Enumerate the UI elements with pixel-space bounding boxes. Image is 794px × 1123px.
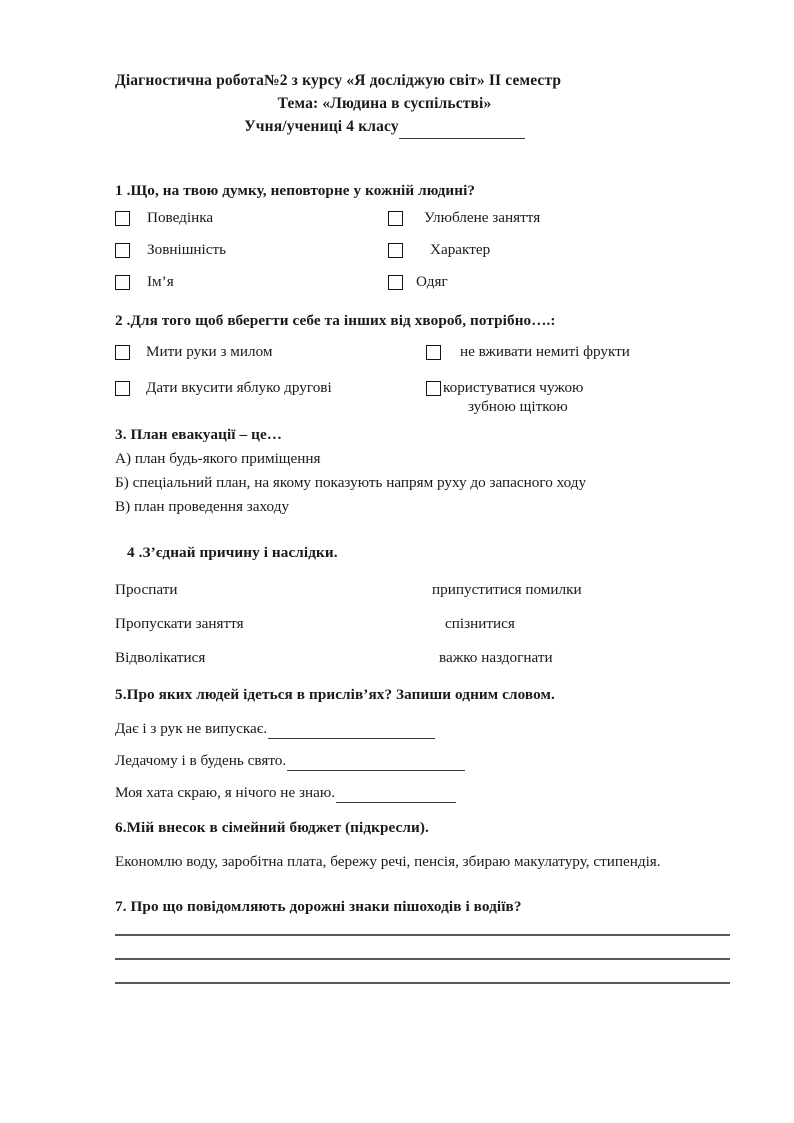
answer-line[interactable]: [115, 958, 730, 960]
effect-item[interactable]: припуститися помилки: [432, 581, 582, 598]
document-title-line-2: Тема: «Людина в суспільстві»: [277, 94, 492, 112]
question-3-option-b[interactable]: Б) спеціальний план, на якому показують напрям руху до запасного ходу: [115, 473, 587, 491]
proverb-answer-blank[interactable]: [336, 783, 456, 803]
checkbox-icon[interactable]: [115, 211, 130, 226]
question-2-option-row-1: [115, 342, 730, 378]
question-5-item-2: [115, 751, 730, 771]
student-name-line: [115, 116, 730, 140]
option-label: Поведінка: [147, 209, 214, 227]
question-1-option-hobby[interactable]: [388, 208, 540, 227]
question-1-option-row-1: [115, 208, 730, 240]
question-4-row-3: [115, 649, 730, 683]
proverb-text: Ледачому і в будень свято.: [115, 751, 287, 769]
question-2-option-row-2: [115, 378, 730, 416]
checkbox-icon[interactable]: [115, 275, 130, 290]
checkbox-icon[interactable]: [115, 381, 130, 396]
effect-item[interactable]: спізнитися: [445, 615, 515, 632]
question-5-item-3: [115, 783, 730, 803]
option-label: Улюблене заняття: [424, 209, 541, 227]
question-7-heading: 7. Про що повідомляють дорожні знаки пішоходів і водіїв?: [115, 897, 522, 915]
question-1-option-row-3: [115, 272, 730, 304]
question-4: [115, 543, 730, 683]
question-6-word-bank[interactable]: Економлю воду, заробітна плата, бережу речі, пенсія, збираю макулатуру, стипендія.: [115, 852, 661, 870]
question-3-option-a[interactable]: А) план будь-якого приміщення: [115, 449, 321, 467]
checkbox-icon[interactable]: [426, 345, 441, 360]
question-1-option-character[interactable]: [388, 240, 490, 259]
question-7: [115, 897, 730, 985]
question-2-option-share-apple[interactable]: [115, 378, 332, 397]
question-1-heading: 1 .Що, на твою думку, неповторне у кожній людині?: [115, 182, 476, 200]
question-4-heading: 4 .З’єднай причину і наслідки.: [127, 544, 338, 562]
answer-line[interactable]: [115, 982, 730, 984]
question-6: [115, 818, 730, 872]
question-2: [115, 311, 730, 416]
student-name-label: Учня/учениці 4 класу: [244, 117, 399, 135]
checkbox-icon[interactable]: [388, 275, 403, 290]
cause-item[interactable]: Пропускати заняття: [115, 615, 244, 632]
question-1-option-appearance[interactable]: [115, 240, 226, 259]
option-label: Характер: [430, 241, 491, 259]
proverb-answer-blank[interactable]: [287, 751, 465, 771]
option-label: Дати вкусити яблуко другові: [146, 378, 332, 396]
checkbox-icon[interactable]: [426, 381, 441, 396]
effect-item[interactable]: важко наздогнати: [439, 649, 553, 666]
student-name-blank[interactable]: [399, 116, 525, 140]
cause-item[interactable]: Відволікатися: [115, 649, 206, 666]
question-2-option-unwashed-fruit[interactable]: [426, 342, 630, 361]
question-2-heading: 2 .Для того щоб вберегти себе та інших від хвороб, потрібно….:: [115, 312, 556, 330]
option-label: Ім’я: [147, 273, 174, 291]
checkbox-icon[interactable]: [115, 345, 130, 360]
option-label: не вживати немиті фрукти: [460, 342, 630, 360]
document-title-line-1: Діагностична робота№2 з курсу «Я досліджую світ» ІІ семестр: [115, 72, 562, 89]
question-5: [115, 685, 730, 803]
question-7-answer-area: [115, 934, 730, 984]
option-label-continuation: зубною щіткою: [468, 397, 568, 415]
answer-line[interactable]: [115, 934, 730, 936]
option-label: користуватися чужою: [443, 378, 584, 396]
question-2-option-shared-toothbrush[interactable]: [426, 378, 583, 416]
checkbox-icon[interactable]: [388, 211, 403, 226]
proverb-text: Моя хата скраю, я нічого не знаю.: [115, 783, 335, 801]
question-1-option-name[interactable]: [115, 272, 174, 291]
question-3: [115, 425, 730, 517]
question-5-item-1: [115, 719, 730, 739]
question-3-heading: 3. План евакуації – це…: [115, 425, 283, 443]
question-6-heading: 6.Мій внесок в сімейний бюджет (підкресли).: [115, 818, 429, 836]
option-label: Зовнішність: [147, 241, 227, 259]
question-1-option-behaviour[interactable]: [115, 208, 213, 227]
option-label: Одяг: [416, 273, 448, 291]
option-label: Мити руки з милом: [146, 342, 273, 360]
document-header: [115, 70, 730, 139]
proverb-text: Дає і з рук не випускає.: [115, 719, 268, 737]
proverb-answer-blank[interactable]: [268, 719, 435, 739]
cause-item[interactable]: Проспати: [115, 581, 178, 598]
question-4-row-2: [115, 615, 730, 649]
option-label-wrap: [443, 378, 583, 416]
question-1-option-row-2: [115, 240, 730, 272]
checkbox-icon[interactable]: [115, 243, 130, 258]
question-4-row-1: [115, 581, 730, 615]
question-5-heading: 5.Про яких людей ідеться в прислів’ях? Запиши одним словом.: [115, 686, 555, 703]
question-1-option-clothes[interactable]: [388, 272, 448, 291]
question-2-option-wash-hands[interactable]: [115, 342, 273, 361]
checkbox-icon[interactable]: [388, 243, 403, 258]
question-3-option-c[interactable]: В) план проведення заходу: [115, 498, 290, 516]
question-1: [115, 181, 730, 304]
